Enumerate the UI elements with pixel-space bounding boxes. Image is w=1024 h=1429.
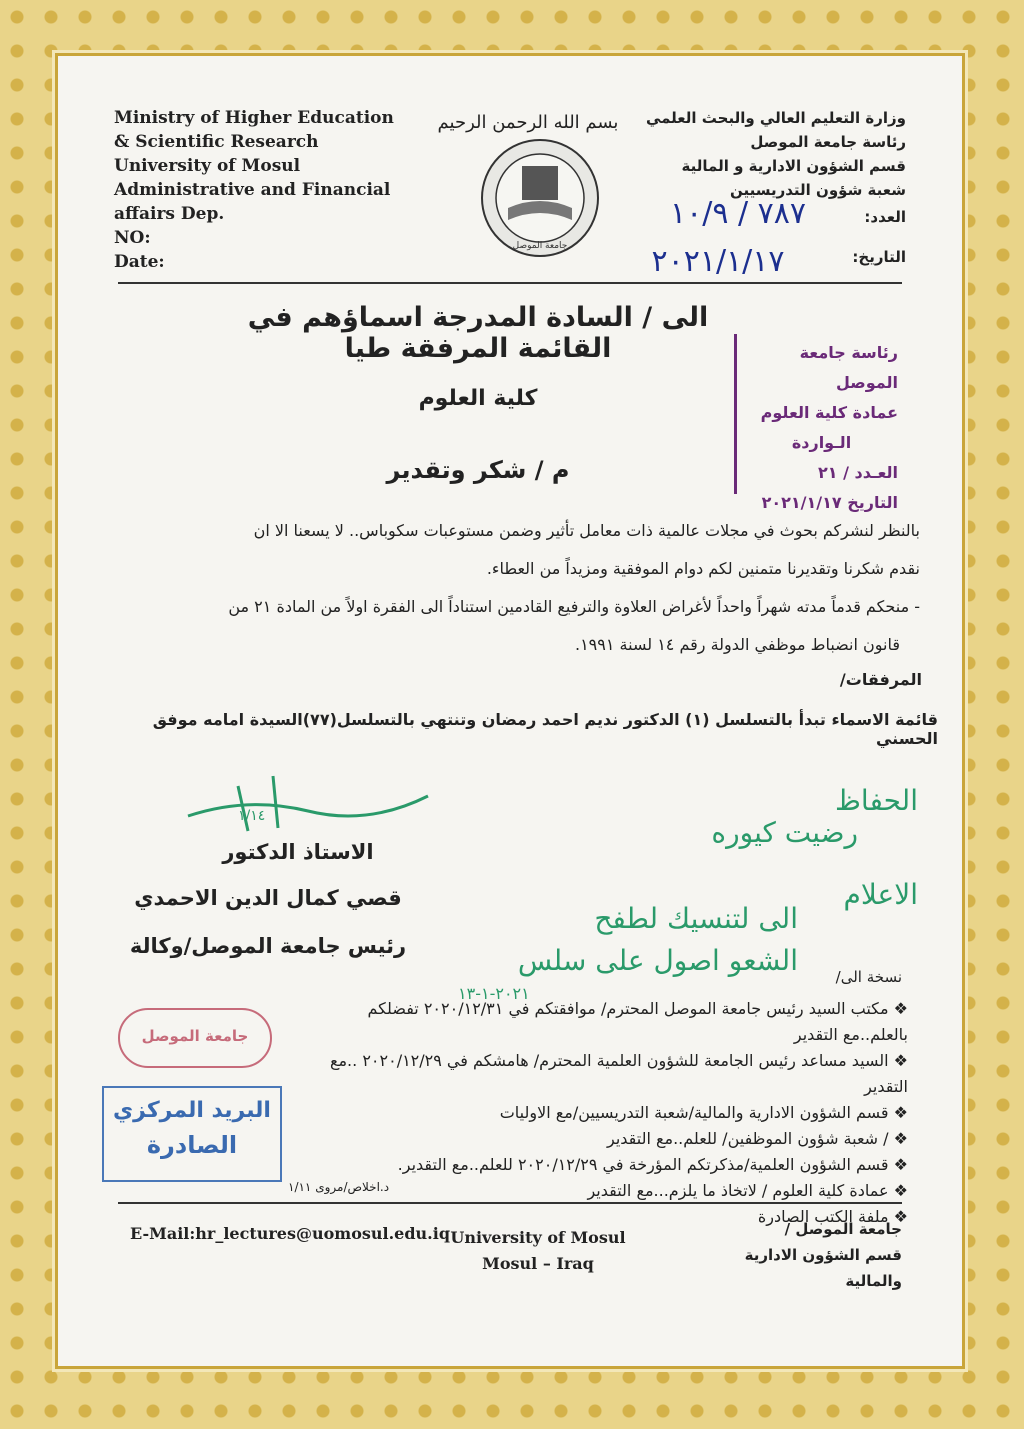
university-round-stamp: جامعة الموصل	[118, 1008, 272, 1068]
paragraph-2b: قانون انضباط موظفي الدولة رقم ١٤ لسنة ١٩٩١.	[574, 635, 900, 654]
cc-item-6: ❖ عمادة كلية العلوم / لاتخاذ ما يلزم...مع التقدير	[587, 1181, 908, 1200]
received-stamp-line2: عمادة كلية العلوم	[760, 403, 898, 422]
attachments-text: قائمة الاسماء تبدأ بالتسلسل (١) الدكتور نديم احمد رمضان وتنتهي بالتسلسل(٧٧)السيدة امامه موفق الحسني	[152, 710, 938, 748]
footer-email: E-Mail:hr_lectures@uomosul.edu.iq	[130, 1224, 451, 1243]
footer-divider	[118, 1202, 902, 1204]
header-en-no: NO:	[114, 228, 151, 248]
header-arabic	[586, 106, 906, 202]
green-note-3b: الشعو اصول على سلس	[517, 944, 798, 977]
header-ar-date-label: التاريخ:	[852, 248, 906, 266]
header-divider	[118, 282, 902, 284]
cc-item-1: ❖ مكتب السيد رئيس جامعة الموصل المحترم/ موافقتكم في ٢٠٢٠/١٢/٣١ تفضلكم بالعلم..مع التقدير	[367, 999, 908, 1044]
to-line: الى / السادة المدرجة اسماؤهم في القائمة المرفقة طيا	[247, 302, 709, 364]
header-ar-line4: شعبة شؤون التدريسيين	[729, 181, 906, 199]
central-mail-stamp-line2: الصادرة	[146, 1131, 238, 1159]
document-date-handwritten: ٢٠٢١/١/١٧	[651, 244, 785, 279]
paragraph-1b: نقدم شكرنا وتقديرنا متمنين لكم دوام الموفقية ومزيداً من العطاء.	[486, 559, 920, 578]
basmala: بسم الله الرحمن الرحيم	[437, 112, 619, 133]
paragraph-2a: - منحكم قدماً مدته شهراً واحداً لأغراض العلاوة والترفيع القادمين استناداً الى الفقرة اولاً من المادة ٢١ من	[228, 597, 920, 616]
footer-university: University of Mosul	[450, 1228, 626, 1247]
signature-title: الاستاذ الدكتور	[222, 840, 374, 864]
central-mail-stamp	[102, 1086, 282, 1182]
subject-line: م / شكر وتقدير	[386, 456, 570, 484]
signature-position: رئيس جامعة الموصل/وكالة	[129, 934, 407, 958]
paragraph-1a: بالنظر لنشركم بحوث في مجلات عالمية ذات معامل تأثير وضمن مستوعبات سكوباس.. لا يسعنا الا ان	[253, 521, 920, 540]
header-en-date: Date:	[114, 252, 165, 272]
received-stamp-line1: رئاسة جامعة الموصل	[799, 343, 898, 392]
header-en-line5: affairs Dep.	[114, 204, 225, 224]
header-ar-no-label: العدد:	[864, 208, 906, 226]
logo-text: جامعة الموصل	[512, 241, 568, 251]
president-signature	[178, 756, 438, 846]
received-stamp	[734, 334, 906, 512]
green-note-1a: الحفاظ	[835, 784, 918, 817]
received-stamp-line4: العـدد / ٢١	[818, 463, 898, 482]
cc-list	[308, 996, 908, 1230]
green-note-3a: الى لتنسيك لطفح	[594, 902, 798, 935]
header-en-line2: & Scientific Research	[114, 132, 319, 152]
header-english	[114, 106, 414, 274]
signature-date: ١/١٤	[238, 808, 266, 824]
cc-item-7: ❖ ملفة الكتب الصادرة	[757, 1207, 908, 1226]
green-note-1b: رضيت كيوره	[711, 816, 858, 849]
central-mail-stamp-line1: البريد المركزي	[113, 1098, 271, 1123]
footer-ar-line3: والمالية	[845, 1272, 902, 1290]
cc-item-2: ❖ السيد مساعد رئيس الجامعة للشؤون العلمية المحترم/ هامشكم في ٢٠٢٠/١٢/٢٩ ..مع التقدير	[329, 1051, 908, 1096]
header-en-line1: Ministry of Higher Education	[114, 108, 394, 128]
cc-item-3: ❖ قسم الشؤون الادارية والمالية/شعبة التدريسيين/مع الاوليات	[499, 1103, 908, 1122]
header-en-line4: Administrative and Financial	[114, 180, 391, 200]
attachments-label: المرفقات/	[839, 670, 922, 689]
typist-initials: د.اخلاص/مروى ١/١١	[288, 1180, 390, 1194]
header-ar-line2: رئاسة جامعة الموصل	[750, 133, 906, 151]
footer-arabic	[742, 1216, 902, 1294]
footer-ar-line2: قسم الشؤون الادارية	[744, 1246, 902, 1264]
document-number-handwritten: ٧٨٧ / ١٠/٩	[670, 196, 806, 231]
green-note-3c: ٢٠٢١-١-١٣	[458, 984, 530, 1003]
university-logo	[478, 136, 602, 260]
received-stamp-line3: الـواردة	[791, 433, 852, 452]
certificate-paper	[58, 56, 962, 1366]
signature-name: قصي كمال الدين الاحمدي	[134, 886, 402, 910]
header-ar-line3: قسم الشؤون الادارية و المالية	[681, 157, 906, 175]
cc-item-5: ❖ قسم الشؤون العلمية/مذكرتكم المؤرخة في ٢٠٢٠/١٢/٢٩ للعلم..مع التقدير.	[397, 1155, 908, 1174]
green-note-2: الاعلام	[843, 878, 918, 911]
received-stamp-line5: التاريخ ٢٠٢١/١/١٧	[761, 493, 898, 512]
header-ar-line1: وزارة التعليم العالي والبحث العلمي	[645, 109, 906, 127]
header-en-line3: University of Mosul	[114, 156, 301, 176]
footer-ar-line1: جامعة الموصل /	[784, 1220, 902, 1238]
footer-city: Mosul – Iraq	[482, 1254, 594, 1273]
college-name: كلية العلوم	[418, 386, 538, 411]
cc-item-4: ❖ / شعبة شؤون الموظفين/ للعلم..مع التقدير	[606, 1129, 908, 1148]
body-text	[98, 512, 920, 664]
cc-label: نسخة الى/	[835, 968, 902, 986]
